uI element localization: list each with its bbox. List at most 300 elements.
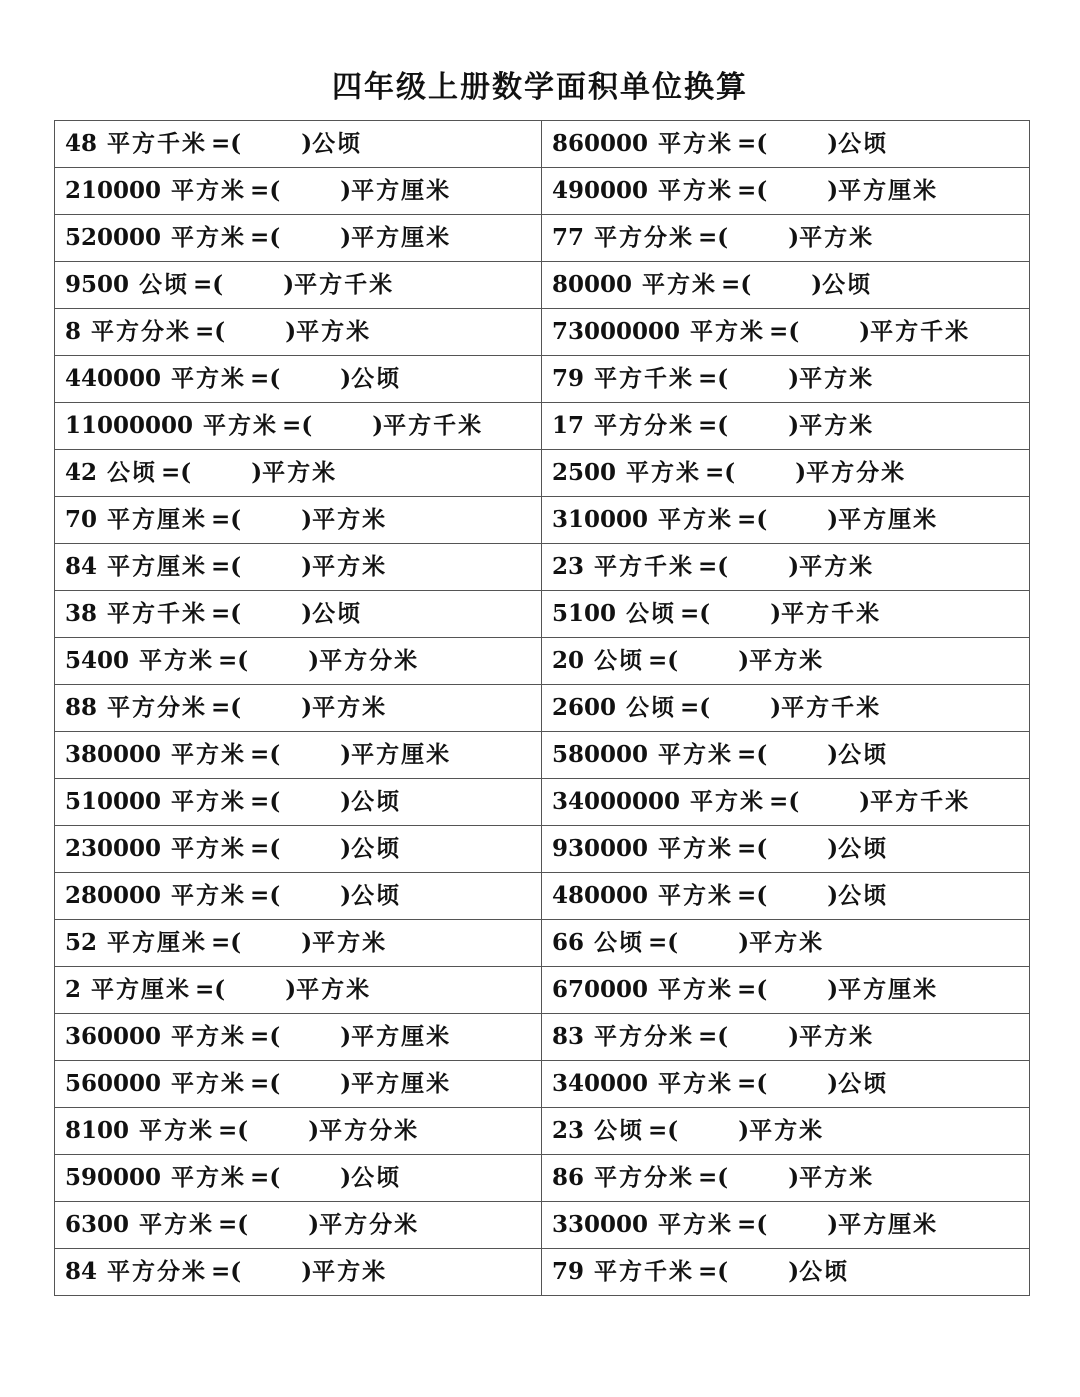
target-unit: 平方千米 xyxy=(294,271,395,298)
table-row xyxy=(55,1249,1030,1296)
source-unit: 平方米 xyxy=(171,882,247,909)
source-unit: 平方厘米 xyxy=(107,929,208,956)
equals-sign: = xyxy=(218,1117,238,1144)
target-unit: 公顷 xyxy=(822,271,873,298)
close-paren: ) xyxy=(308,647,320,674)
equals-sign: = xyxy=(648,1117,668,1144)
conversion-item xyxy=(542,497,1030,544)
close-paren: ) xyxy=(340,224,352,251)
equals-sign: = xyxy=(705,459,725,486)
equals-sign: = xyxy=(721,271,741,298)
open-paren: ( xyxy=(269,882,281,909)
source-number: 230000 xyxy=(65,835,162,862)
equals-sign: = xyxy=(769,788,789,815)
conversion-item xyxy=(55,1014,542,1061)
target-unit: 平方厘米 xyxy=(838,1211,939,1238)
table-row xyxy=(55,779,1030,826)
open-paren: ( xyxy=(269,1023,281,1050)
source-unit: 平方米 xyxy=(139,1211,215,1238)
conversion-item xyxy=(55,168,542,215)
source-number: 2 xyxy=(65,976,82,1003)
target-unit: 公顷 xyxy=(351,835,402,862)
conversion-item xyxy=(542,685,1030,732)
target-unit: 平方米 xyxy=(312,553,388,580)
open-paren: ( xyxy=(699,600,711,627)
source-unit: 平方千米 xyxy=(107,600,208,627)
conversion-item xyxy=(542,1202,1030,1249)
open-paren: ( xyxy=(230,600,242,627)
conversion-item xyxy=(55,121,542,168)
conversion-item xyxy=(542,544,1030,591)
conversion-item xyxy=(542,1014,1030,1061)
source-number: 860000 xyxy=(552,130,649,157)
source-number: 79 xyxy=(552,365,585,392)
source-unit: 平方千米 xyxy=(594,1258,695,1285)
conversion-item xyxy=(55,779,542,826)
source-unit: 平方米 xyxy=(658,741,734,768)
source-unit: 平方分米 xyxy=(594,1164,695,1191)
close-paren: ) xyxy=(301,553,313,580)
source-number: 590000 xyxy=(65,1164,162,1191)
equals-sign: = xyxy=(250,788,270,815)
target-unit: 公顷 xyxy=(838,835,889,862)
conversion-item xyxy=(542,732,1030,779)
close-paren: ) xyxy=(301,130,313,157)
source-unit: 平方米 xyxy=(171,224,247,251)
close-paren: ) xyxy=(301,694,313,721)
source-number: 480000 xyxy=(552,882,649,909)
open-paren: ( xyxy=(756,1211,768,1238)
open-paren: ( xyxy=(269,835,281,862)
equals-sign: = xyxy=(698,1023,718,1050)
open-paren: ( xyxy=(667,929,679,956)
conversion-item xyxy=(55,1108,542,1155)
close-paren: ) xyxy=(859,318,871,345)
target-unit: 公顷 xyxy=(838,130,889,157)
source-unit: 平方米 xyxy=(139,1117,215,1144)
target-unit: 平方米 xyxy=(312,1258,388,1285)
close-paren: ) xyxy=(788,412,800,439)
equals-sign: = xyxy=(737,1070,757,1097)
close-paren: ) xyxy=(301,506,313,533)
close-paren: ) xyxy=(301,929,313,956)
conversion-item xyxy=(542,920,1030,967)
source-number: 84 xyxy=(65,553,98,580)
equals-sign: = xyxy=(737,835,757,862)
conversion-item xyxy=(55,873,542,920)
source-number: 42 xyxy=(65,459,98,486)
open-paren: ( xyxy=(269,177,281,204)
close-paren: ) xyxy=(788,224,800,251)
close-paren: ) xyxy=(301,600,313,627)
target-unit: 公顷 xyxy=(838,741,889,768)
open-paren: ( xyxy=(230,929,242,956)
open-paren: ( xyxy=(717,1023,729,1050)
source-number: 380000 xyxy=(65,741,162,768)
table-row xyxy=(55,591,1030,638)
open-paren: ( xyxy=(230,130,242,157)
source-unit: 公顷 xyxy=(594,647,645,674)
conversion-item xyxy=(55,262,542,309)
equals-sign: = xyxy=(211,553,231,580)
conversion-item xyxy=(542,826,1030,873)
equals-sign: = xyxy=(737,741,757,768)
source-number: 520000 xyxy=(65,224,162,251)
source-number: 83 xyxy=(552,1023,585,1050)
equals-sign: = xyxy=(161,459,181,486)
conversion-item xyxy=(542,1155,1030,1202)
source-unit: 公顷 xyxy=(139,271,190,298)
target-unit: 平方米 xyxy=(296,976,372,1003)
table-row xyxy=(55,403,1030,450)
open-paren: ( xyxy=(717,224,729,251)
table-row xyxy=(55,685,1030,732)
target-unit: 平方千米 xyxy=(870,318,971,345)
close-paren: ) xyxy=(788,365,800,392)
close-paren: ) xyxy=(340,835,352,862)
equals-sign: = xyxy=(698,553,718,580)
equals-sign: = xyxy=(737,177,757,204)
open-paren: ( xyxy=(724,459,736,486)
open-paren: ( xyxy=(212,271,224,298)
page-title: 四年级上册数学面积单位换算 xyxy=(332,70,748,105)
source-unit: 平方分米 xyxy=(594,412,695,439)
target-unit: 平方米 xyxy=(312,929,388,956)
target-unit: 公顷 xyxy=(351,1164,402,1191)
source-unit: 平方分米 xyxy=(107,694,208,721)
table-row xyxy=(55,309,1030,356)
source-number: 80000 xyxy=(552,271,633,298)
table-row xyxy=(55,873,1030,920)
target-unit: 平方米 xyxy=(749,1117,825,1144)
target-unit: 平方厘米 xyxy=(351,177,452,204)
source-unit: 公顷 xyxy=(594,929,645,956)
conversion-item xyxy=(542,967,1030,1014)
source-number: 9500 xyxy=(65,271,130,298)
equals-sign: = xyxy=(211,694,231,721)
target-unit: 平方米 xyxy=(749,647,825,674)
equals-sign: = xyxy=(250,882,270,909)
source-number: 23 xyxy=(552,1117,585,1144)
source-unit: 平方米 xyxy=(171,365,247,392)
conversion-item xyxy=(55,732,542,779)
close-paren: ) xyxy=(827,976,839,1003)
equals-sign: = xyxy=(737,882,757,909)
source-number: 8100 xyxy=(65,1117,130,1144)
source-number: 2500 xyxy=(552,459,617,486)
equals-sign: = xyxy=(195,318,215,345)
target-unit: 平方米 xyxy=(799,365,875,392)
open-paren: ( xyxy=(230,553,242,580)
source-unit: 平方米 xyxy=(658,882,734,909)
source-unit: 平方米 xyxy=(171,788,247,815)
source-unit: 平方米 xyxy=(171,1023,247,1050)
target-unit: 平方厘米 xyxy=(351,741,452,768)
conversion-item xyxy=(55,967,542,1014)
equals-sign: = xyxy=(698,1164,718,1191)
close-paren: ) xyxy=(788,1023,800,1050)
source-unit: 平方分米 xyxy=(594,224,695,251)
conversion-table xyxy=(54,120,1030,1296)
close-paren: ) xyxy=(827,1211,839,1238)
conversion-item xyxy=(542,262,1030,309)
source-number: 580000 xyxy=(552,741,649,768)
close-paren: ) xyxy=(788,1258,800,1285)
source-unit: 平方千米 xyxy=(107,130,208,157)
close-paren: ) xyxy=(788,1164,800,1191)
equals-sign: = xyxy=(737,506,757,533)
conversion-item xyxy=(542,1249,1030,1296)
source-unit: 平方分米 xyxy=(594,1023,695,1050)
close-paren: ) xyxy=(308,1211,320,1238)
equals-sign: = xyxy=(282,412,302,439)
open-paren: ( xyxy=(214,976,226,1003)
close-paren: ) xyxy=(859,788,871,815)
source-number: 77 xyxy=(552,224,585,251)
source-number: 510000 xyxy=(65,788,162,815)
source-number: 2600 xyxy=(552,694,617,721)
conversion-item xyxy=(55,215,542,262)
target-unit: 平方千米 xyxy=(383,412,484,439)
source-unit: 平方米 xyxy=(171,1164,247,1191)
equals-sign: = xyxy=(698,1258,718,1285)
target-unit: 平方米 xyxy=(262,459,338,486)
open-paren: ( xyxy=(756,882,768,909)
source-unit: 平方米 xyxy=(658,506,734,533)
open-paren: ( xyxy=(699,694,711,721)
close-paren: ) xyxy=(340,177,352,204)
source-unit: 平方米 xyxy=(658,130,734,157)
target-unit: 平方厘米 xyxy=(838,976,939,1003)
target-unit: 公顷 xyxy=(351,882,402,909)
equals-sign: = xyxy=(648,929,668,956)
close-paren: ) xyxy=(827,1070,839,1097)
open-paren: ( xyxy=(269,741,281,768)
source-number: 84 xyxy=(65,1258,98,1285)
open-paren: ( xyxy=(237,647,249,674)
target-unit: 平方厘米 xyxy=(838,177,939,204)
conversion-item xyxy=(55,638,542,685)
source-unit: 公顷 xyxy=(107,459,158,486)
table-row xyxy=(55,262,1030,309)
source-number: 23 xyxy=(552,553,585,580)
conversion-item xyxy=(542,1108,1030,1155)
source-number: 6300 xyxy=(65,1211,130,1238)
conversion-item xyxy=(55,1202,542,1249)
equals-sign: = xyxy=(680,600,700,627)
table-row xyxy=(55,920,1030,967)
open-paren: ( xyxy=(269,1164,281,1191)
conversion-item xyxy=(55,1249,542,1296)
close-paren: ) xyxy=(738,1117,750,1144)
conversion-item xyxy=(542,356,1030,403)
close-paren: ) xyxy=(285,318,297,345)
target-unit: 平方米 xyxy=(799,1164,875,1191)
close-paren: ) xyxy=(340,788,352,815)
source-unit: 平方米 xyxy=(690,788,766,815)
conversion-table-body xyxy=(55,121,1030,1296)
conversion-item xyxy=(542,168,1030,215)
source-number: 48 xyxy=(65,130,98,157)
close-paren: ) xyxy=(770,694,782,721)
source-number: 330000 xyxy=(552,1211,649,1238)
source-unit: 公顷 xyxy=(626,694,677,721)
open-paren: ( xyxy=(301,412,313,439)
source-number: 34000000 xyxy=(552,788,681,815)
target-unit: 平方厘米 xyxy=(351,224,452,251)
table-row xyxy=(55,356,1030,403)
equals-sign: = xyxy=(698,365,718,392)
close-paren: ) xyxy=(251,459,263,486)
open-paren: ( xyxy=(214,318,226,345)
conversion-item xyxy=(55,403,542,450)
target-unit: 平方厘米 xyxy=(351,1023,452,1050)
open-paren: ( xyxy=(740,271,752,298)
equals-sign: = xyxy=(250,835,270,862)
source-unit: 平方米 xyxy=(203,412,279,439)
source-number: 73000000 xyxy=(552,318,681,345)
target-unit: 平方米 xyxy=(799,553,875,580)
source-unit: 平方千米 xyxy=(594,553,695,580)
target-unit: 平方米 xyxy=(799,412,875,439)
source-unit: 平方米 xyxy=(658,1211,734,1238)
open-paren: ( xyxy=(756,741,768,768)
open-paren: ( xyxy=(788,318,800,345)
conversion-item xyxy=(542,779,1030,826)
target-unit: 平方分米 xyxy=(806,459,907,486)
target-unit: 平方米 xyxy=(799,1023,875,1050)
conversion-item xyxy=(55,356,542,403)
source-number: 340000 xyxy=(552,1070,649,1097)
table-row xyxy=(55,1108,1030,1155)
close-paren: ) xyxy=(283,271,295,298)
table-row xyxy=(55,450,1030,497)
target-unit: 平方厘米 xyxy=(351,1070,452,1097)
conversion-item xyxy=(55,544,542,591)
conversion-item xyxy=(542,591,1030,638)
open-paren: ( xyxy=(237,1211,249,1238)
source-number: 440000 xyxy=(65,365,162,392)
open-paren: ( xyxy=(667,1117,679,1144)
open-paren: ( xyxy=(269,365,281,392)
source-unit: 平方厘米 xyxy=(91,976,192,1003)
equals-sign: = xyxy=(698,412,718,439)
source-number: 79 xyxy=(552,1258,585,1285)
source-number: 86 xyxy=(552,1164,585,1191)
conversion-item xyxy=(55,1061,542,1108)
source-unit: 平方米 xyxy=(690,318,766,345)
open-paren: ( xyxy=(717,1258,729,1285)
open-paren: ( xyxy=(269,788,281,815)
source-number: 280000 xyxy=(65,882,162,909)
open-paren: ( xyxy=(788,788,800,815)
close-paren: ) xyxy=(340,882,352,909)
equals-sign: = xyxy=(250,365,270,392)
close-paren: ) xyxy=(827,177,839,204)
close-paren: ) xyxy=(308,1117,320,1144)
equals-sign: = xyxy=(250,741,270,768)
target-unit: 平方米 xyxy=(296,318,372,345)
target-unit: 平方厘米 xyxy=(838,506,939,533)
open-paren: ( xyxy=(180,459,192,486)
close-paren: ) xyxy=(340,1070,352,1097)
source-unit: 平方分米 xyxy=(107,1258,208,1285)
source-unit: 平方米 xyxy=(171,835,247,862)
target-unit: 平方分米 xyxy=(319,1211,420,1238)
equals-sign: = xyxy=(769,318,789,345)
conversion-item xyxy=(542,215,1030,262)
source-unit: 公顷 xyxy=(626,600,677,627)
open-paren: ( xyxy=(667,647,679,674)
open-paren: ( xyxy=(717,1164,729,1191)
conversion-item xyxy=(542,403,1030,450)
target-unit: 平方米 xyxy=(749,929,825,956)
source-unit: 平方分米 xyxy=(91,318,192,345)
source-number: 360000 xyxy=(65,1023,162,1050)
source-number: 5400 xyxy=(65,647,130,674)
open-paren: ( xyxy=(756,506,768,533)
target-unit: 公顷 xyxy=(799,1258,850,1285)
target-unit: 平方千米 xyxy=(870,788,971,815)
close-paren: ) xyxy=(788,553,800,580)
open-paren: ( xyxy=(269,1070,281,1097)
equals-sign: = xyxy=(193,271,213,298)
target-unit: 公顷 xyxy=(351,788,402,815)
equals-sign: = xyxy=(211,600,231,627)
table-row xyxy=(55,497,1030,544)
table-row xyxy=(55,168,1030,215)
close-paren: ) xyxy=(827,506,839,533)
table-row xyxy=(55,732,1030,779)
open-paren: ( xyxy=(756,1070,768,1097)
close-paren: ) xyxy=(285,976,297,1003)
table-row xyxy=(55,1202,1030,1249)
equals-sign: = xyxy=(737,1211,757,1238)
conversion-item xyxy=(55,826,542,873)
open-paren: ( xyxy=(230,506,242,533)
target-unit: 平方米 xyxy=(312,506,388,533)
open-paren: ( xyxy=(237,1117,249,1144)
equals-sign: = xyxy=(250,1023,270,1050)
conversion-item xyxy=(542,1061,1030,1108)
close-paren: ) xyxy=(340,741,352,768)
source-unit: 平方米 xyxy=(658,177,734,204)
conversion-item xyxy=(542,450,1030,497)
equals-sign: = xyxy=(698,224,718,251)
close-paren: ) xyxy=(827,741,839,768)
open-paren: ( xyxy=(717,365,729,392)
source-unit: 平方米 xyxy=(658,976,734,1003)
source-number: 490000 xyxy=(552,177,649,204)
close-paren: ) xyxy=(738,929,750,956)
close-paren: ) xyxy=(795,459,807,486)
close-paren: ) xyxy=(340,1023,352,1050)
source-number: 52 xyxy=(65,929,98,956)
source-unit: 平方厘米 xyxy=(107,506,208,533)
source-unit: 平方米 xyxy=(171,1070,247,1097)
target-unit: 平方千米 xyxy=(781,600,882,627)
source-number: 66 xyxy=(552,929,585,956)
equals-sign: = xyxy=(211,929,231,956)
source-unit: 平方厘米 xyxy=(107,553,208,580)
conversion-item xyxy=(55,497,542,544)
table-row xyxy=(55,121,1030,168)
conversion-item xyxy=(542,121,1030,168)
source-unit: 平方米 xyxy=(171,741,247,768)
table-row xyxy=(55,1061,1030,1108)
source-number: 11000000 xyxy=(65,412,194,439)
open-paren: ( xyxy=(230,694,242,721)
